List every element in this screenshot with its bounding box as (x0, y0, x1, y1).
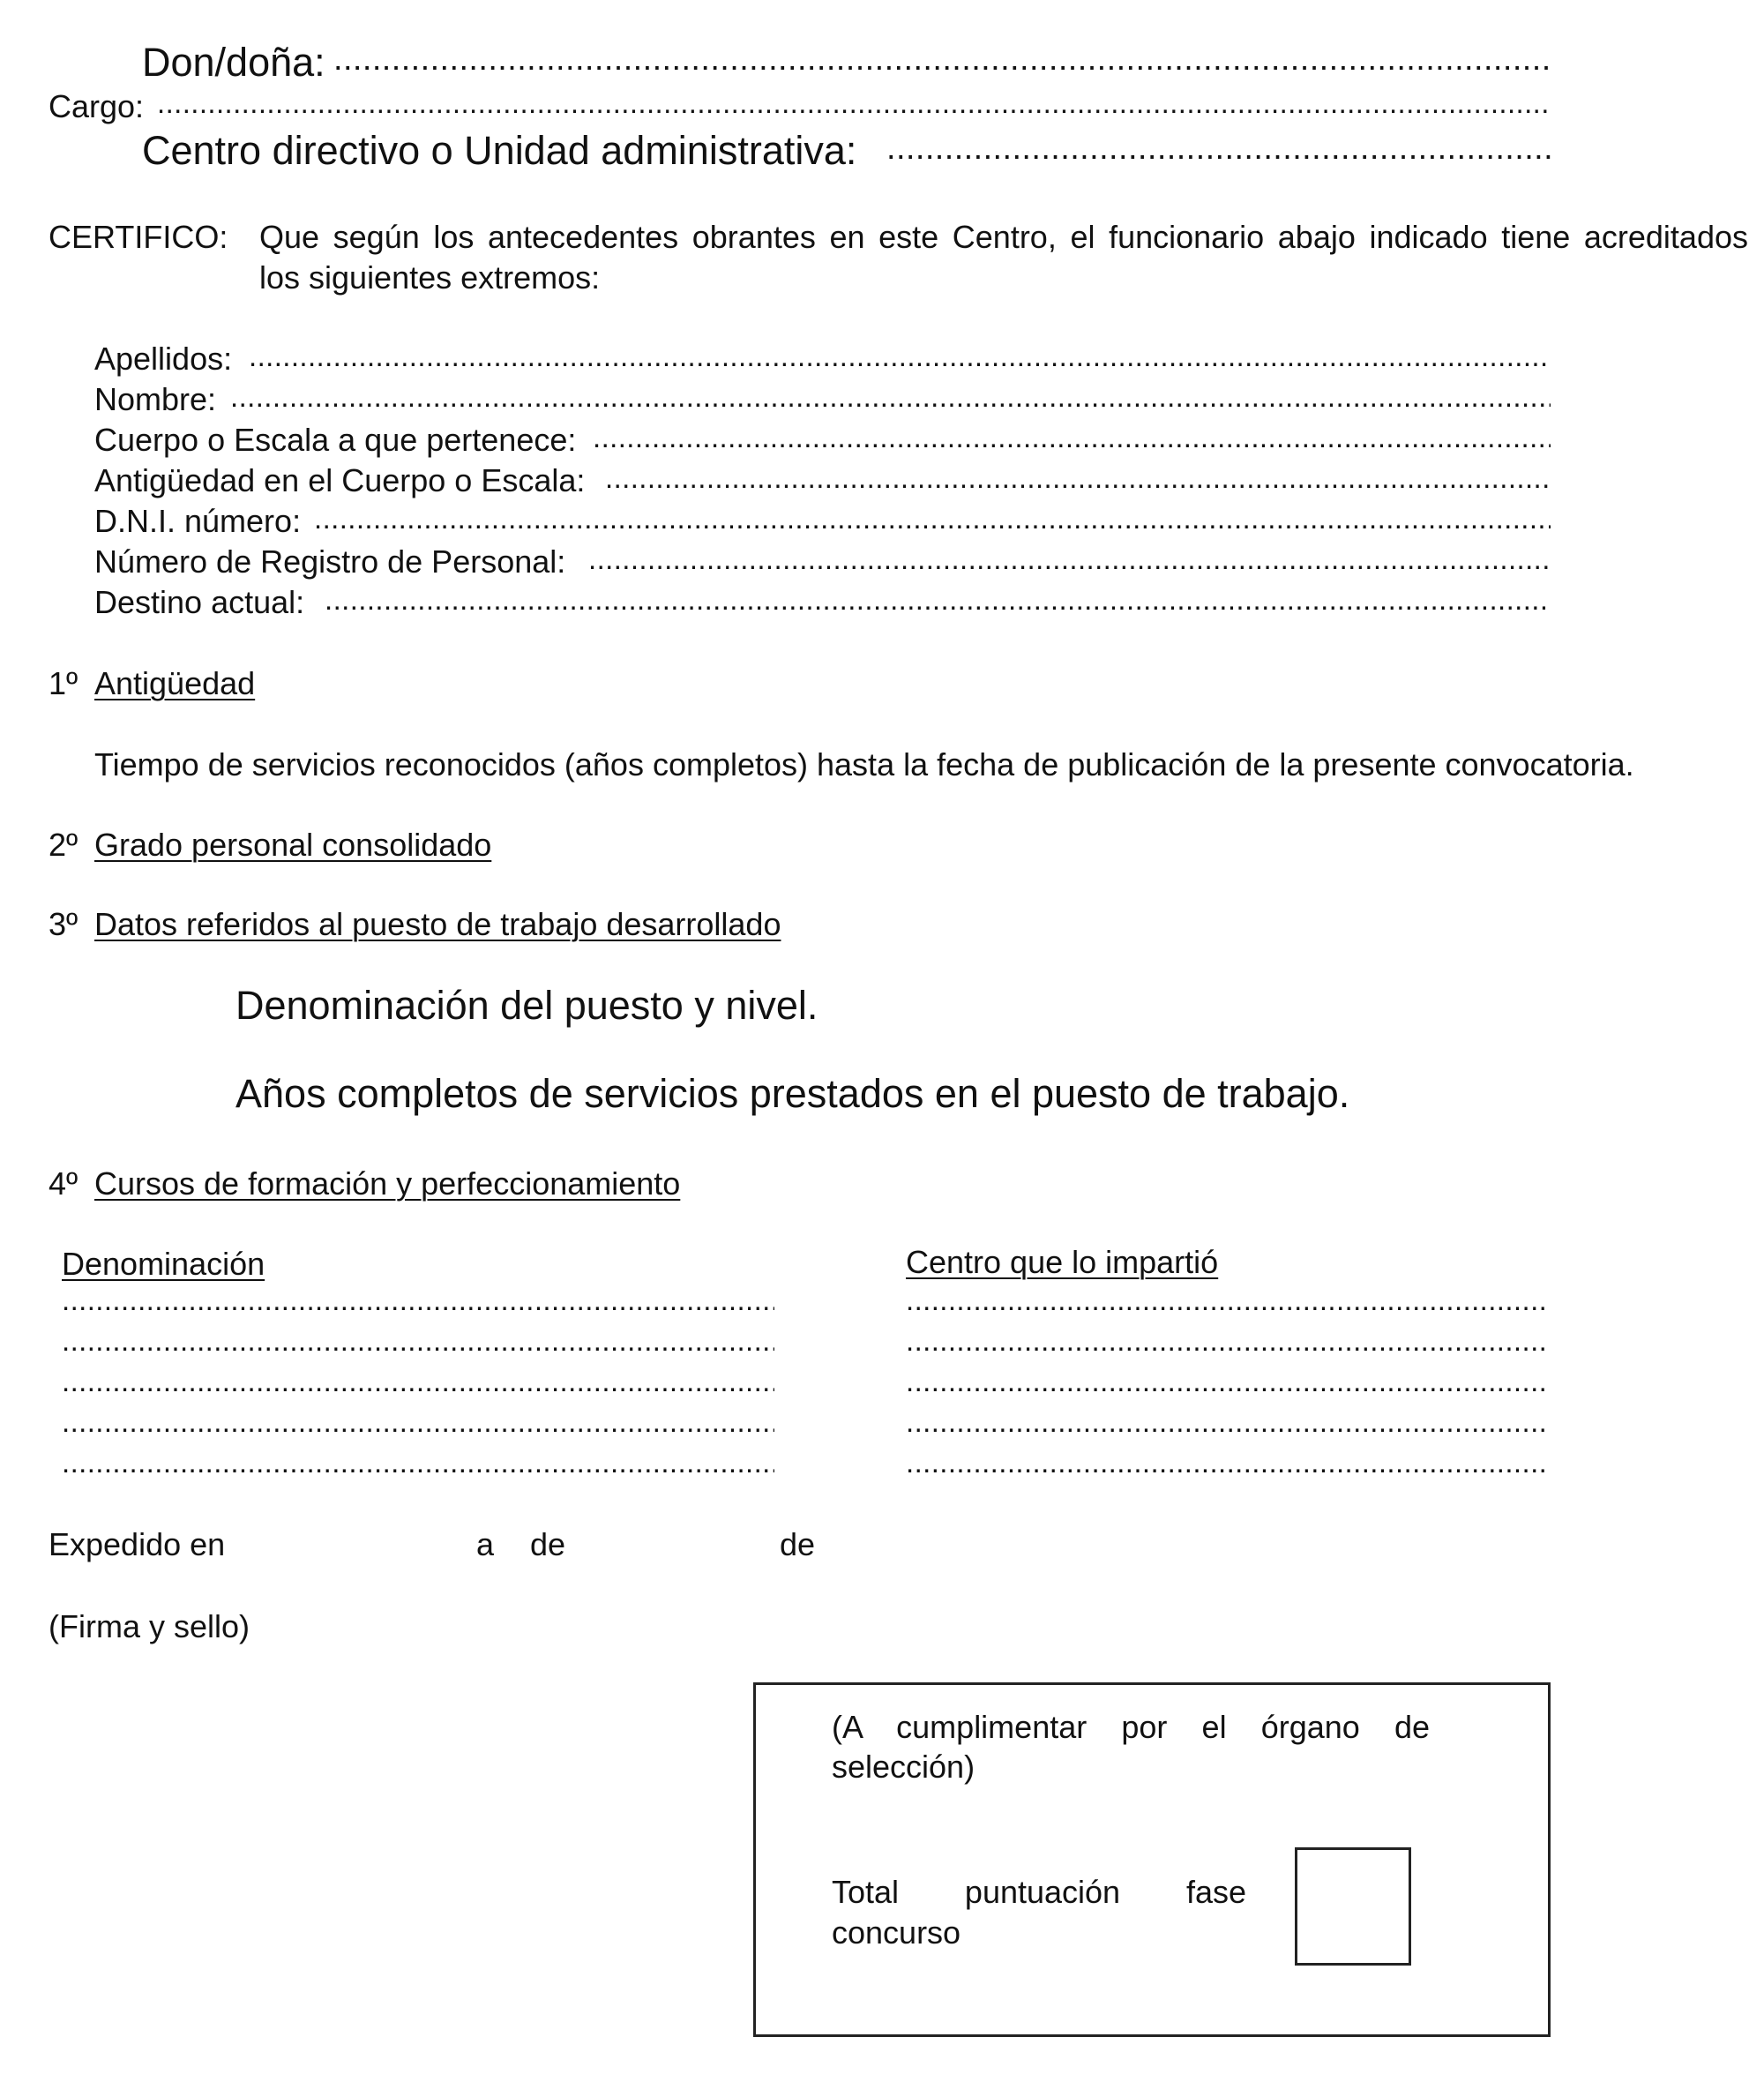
section-3-number: 3º (49, 906, 78, 942)
section-2-title: Grado personal consolidado (94, 827, 492, 863)
centro-label: Centro directivo o Unidad administrativa: (142, 128, 857, 173)
cargo-label: Cargo: (49, 88, 145, 124)
expedido-de-1: de (530, 1526, 566, 1562)
don-dona-field[interactable] (333, 41, 1551, 79)
denominacion-row-5[interactable] (62, 1446, 774, 1479)
cuerpo-label: Cuerpo o Escala a que pertenece: (94, 422, 577, 458)
seleccion-line-1: (A cumplimentar por el órgano de (832, 1709, 1430, 1745)
certifico-line-1: Que según los antecedentes obrantes en este Centro, el funcionario abajo indicado tiene acreditados (259, 219, 1748, 255)
firma-sello-label: (Firma y sello) (49, 1608, 250, 1644)
centro-row-5[interactable] (906, 1446, 1550, 1479)
cuerpo-field[interactable] (593, 421, 1551, 454)
expedido-de-2: de (780, 1526, 816, 1562)
puesto-nivel-text: Denominación del puesto y nivel. (235, 983, 818, 1028)
antiguedad-cuerpo-label: Antigüedad en el Cuerpo o Escala: (94, 462, 586, 498)
total-puntuacion-line-1: Total puntuación fase (832, 1874, 1246, 1910)
centro-row-4[interactable] (906, 1405, 1550, 1439)
antiguedad-cuerpo-field[interactable] (605, 461, 1551, 495)
don-dona-label: Don/doña: (142, 40, 325, 85)
section-4-number: 4º (49, 1165, 78, 1202)
denominacion-row-4[interactable] (62, 1405, 774, 1439)
section-1-number: 1º (49, 665, 78, 701)
dni-field[interactable] (314, 502, 1551, 535)
section-4-title: Cursos de formación y perfeccionamiento (94, 1165, 681, 1202)
cargo-field[interactable] (157, 86, 1551, 120)
section-1-title: Antigüedad (94, 665, 256, 701)
nrp-label: Número de Registro de Personal: (94, 543, 566, 580)
destino-field[interactable] (325, 583, 1551, 617)
anos-servicios-text: Años completos de servicios prestados en el puesto de trabajo. (235, 1071, 1350, 1116)
nrp-field[interactable] (588, 543, 1551, 576)
denominacion-row-3[interactable] (62, 1365, 774, 1398)
section-2-number: 2º (49, 827, 78, 863)
certifico-line-2: los siguientes extremos: (259, 259, 601, 296)
nombre-label: Nombre: (94, 381, 217, 417)
expedido-a: a (476, 1526, 495, 1562)
centro-column-header: Centro que lo impartió (906, 1244, 1219, 1280)
centro-field[interactable] (886, 130, 1551, 168)
apellidos-label: Apellidos: (94, 341, 233, 377)
nombre-field[interactable] (230, 380, 1551, 414)
centro-row-3[interactable] (906, 1365, 1550, 1398)
seleccion-line-2: selección) (832, 1749, 975, 1785)
dni-label: D.N.I. número: (94, 503, 302, 539)
section-1-text: Tiempo de servicios reconocidos (años completos) hasta la fecha de publicación de la presente convocatoria. (94, 746, 1634, 783)
section-3-title: Datos referidos al puesto de trabajo desarrollado (94, 906, 781, 942)
denominacion-column-header: Denominación (62, 1246, 265, 1282)
total-puntuacion-line-2: concurso (832, 1914, 961, 1951)
centro-row-1[interactable] (906, 1284, 1550, 1317)
denominacion-row-2[interactable] (62, 1324, 774, 1358)
denominacion-row-1[interactable] (62, 1284, 774, 1317)
destino-label: Destino actual: (94, 584, 305, 620)
expedido-en-label: Expedido en (49, 1526, 226, 1562)
puntuacion-input-box[interactable] (1295, 1847, 1411, 1966)
apellidos-field[interactable] (249, 340, 1551, 373)
centro-row-2[interactable] (906, 1324, 1550, 1358)
certifico-label: CERTIFICO: (49, 219, 228, 255)
